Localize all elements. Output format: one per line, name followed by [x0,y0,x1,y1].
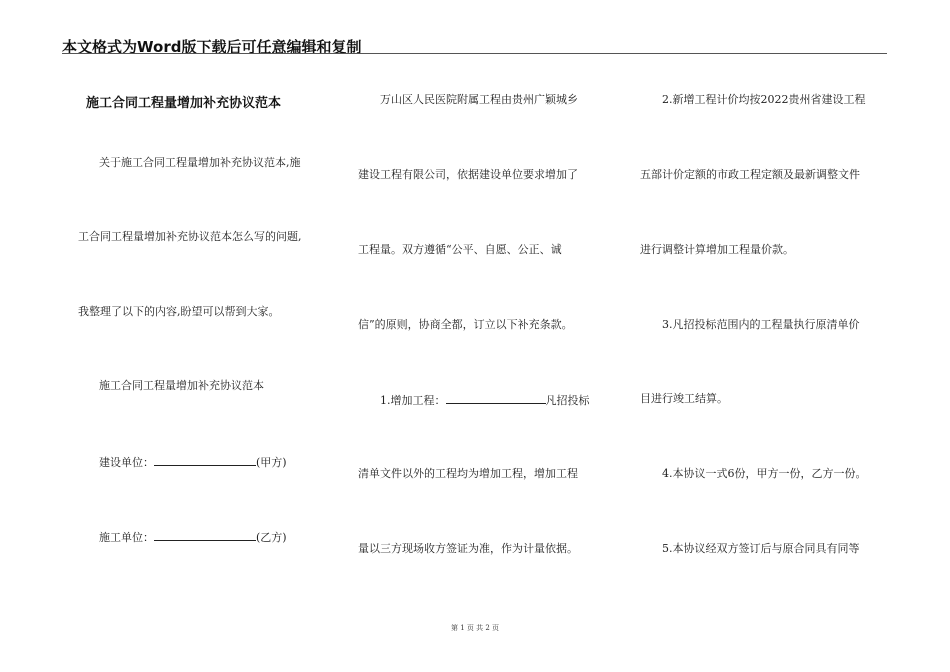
item1-blank [446,392,546,404]
col2-line-3: 工程量。双方遵循“公平、自愿、公正、诚 [358,243,562,256]
col2-line-6: 清单文件以外的工程均为增加工程，增加工程 [358,467,578,480]
col1-intro-line-2: 工合同工程量增加补充协议范本怎么写的问题, [78,230,302,243]
col1-subtitle: 施工合同工程量增加补充协议范本 [99,379,264,392]
page-footer: 第 1 页 共 2 页 [450,624,500,632]
party-b-line [99,529,287,545]
party-b-label: 施工单位： [99,531,154,544]
col2-line-1: 万山区人民医院附属工程由贵州广颖城乡 [380,93,578,106]
document-title: 施工合同工程量增加补充协议范本 [86,96,282,111]
col1-intro-line-1: 关于施工合同工程量增加补充协议范本,施 [99,156,301,169]
item1-suffix: 凡招投标 [545,394,590,407]
party-b-blank [154,529,256,541]
col2-line-7: 量以三方现场收方签证为准，作为计量依据。 [358,542,578,555]
col3-line-5: 目进行竣工结算。 [640,392,728,405]
item1-prefix: 1.增加工程： [380,394,446,407]
party-a-label: 建设单位： [99,456,154,469]
col2-item-1 [380,392,590,408]
party-a-blank [154,454,256,466]
col3-line-1: 2.新增工程计价均按2022贵州省建设工程 [662,93,866,106]
party-a-line [99,454,287,470]
party-a-suffix: (甲方) [256,456,287,469]
header-title: 本文格式为Word版下载后可任意编辑和复制 [62,38,362,56]
party-b-suffix: (乙方) [256,531,287,544]
col3-line-7: 5.本协议经双方签订后与原合同具有同等 [662,542,860,555]
header-divider [62,53,887,54]
col2-line-4: 信”的原则，协商全都，订立以下补充条款。 [358,318,573,331]
col3-line-6: 4.本协议一式6份，甲方一份，乙方一份。 [662,467,867,480]
col3-line-2: 五部计价定额的市政工程定额及最新调整文件 [640,168,860,181]
col3-line-3: 进行调整计算增加工程量价款。 [640,243,794,256]
col1-intro-line-3: 我整理了以下的内容,盼望可以帮到大家。 [78,305,280,318]
col3-line-4: 3.凡招投标范围内的工程量执行原清单价 [662,318,860,331]
col2-line-2: 建设工程有限公司，依据建设单位要求增加了 [358,168,578,181]
